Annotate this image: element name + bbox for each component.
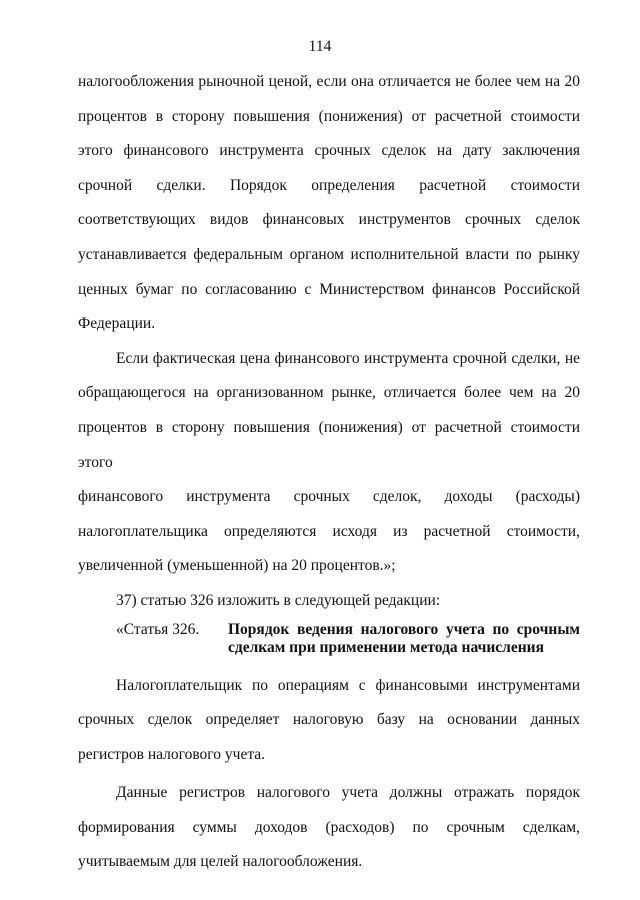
article-title: Порядок ведения налогового учета по срочным сделкам при применении метода начисления xyxy=(228,620,580,656)
paragraph-registers: Данные регистров налогового учета должны отражать порядок формирования суммы доходов (расходов) по срочным сделкам, учитываемым для целей налогообложения. xyxy=(78,784,580,871)
paragraph-actual-price-start: Если фактическая цена финансового инструмента срочной сделки, не обращающегося на организованном рынке, отличается более чем на 20 процентов в сторону повышения (понижения) от расчетной стоимости этого xyxy=(78,349,580,471)
word: стоимости, xyxy=(506,522,580,540)
word: определяются xyxy=(223,522,317,540)
article-heading xyxy=(78,621,580,657)
page-number: 114 xyxy=(308,38,332,55)
word: исходя xyxy=(332,522,377,540)
paragraph-actual-price-line-1 xyxy=(78,480,580,515)
paragraph-actual-price-end: увеличенной (уменьшенной) на 20 процентов.»; xyxy=(78,557,396,575)
paragraph-taxpayer: Налогоплательщик по операциям с финансовыми инструментами срочных сделок определяет налоговую базу на основании данных регистров налогового учета. xyxy=(78,676,580,763)
paragraph-continuation: налогообложения рыночной ценой, если она отличается не более чем на 20 процентов в сторону повышения (понижения) от расчетной стоимости этого финансового инструмента срочных сделок на дату заключения срочной сделки. Порядок определения расчетной стоимости соответствующих видов финансовых инструментов срочных сделок устанавливается федеральным органом исполнительной власти по рынку ценных бумаг по согласованию с Министерством финансов Российской Федерации. xyxy=(78,73,580,333)
word: расчетной xyxy=(423,522,491,540)
document-body xyxy=(78,65,580,880)
word: инструмента xyxy=(186,488,271,506)
word: налогоплательщика xyxy=(78,522,208,540)
article-number: «Статья 326. xyxy=(116,620,200,638)
word: доходы xyxy=(444,488,493,506)
word: срочных xyxy=(293,488,350,506)
word: из xyxy=(393,522,408,540)
word: (расходы) xyxy=(515,488,580,506)
paragraph-actual-price-line-2 xyxy=(78,515,580,550)
amendment-item-37: 37) статью 326 изложить в следующей редакции: xyxy=(116,591,441,609)
word: финансового xyxy=(78,488,164,506)
word: сделок, xyxy=(372,488,422,506)
